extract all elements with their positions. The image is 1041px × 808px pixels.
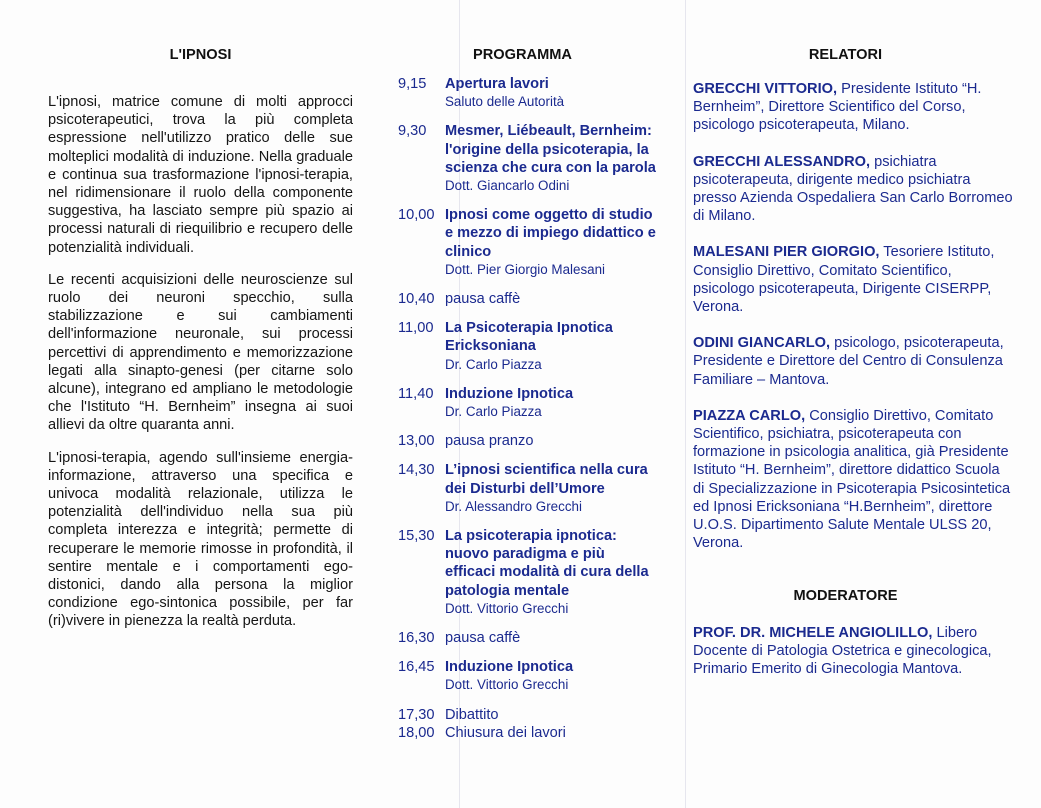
- speaker-desc: Tesoriere Istituto, Consiglio Direttivo, Comitato Scientifico, psicologo psicoterapeuta, Dirigente CISERPP, Verona.: [693, 244, 995, 316]
- paragraph: Le recenti acquisizioni delle neuroscienze sul ruolo dei neuroni specchio, sulla stabilizzazione e sui cambiamenti dell'informazione neuronale, sui processi percettivi di apprendimento e memorizzazione legati alla sinapto-genesi (per citarne solo alcune), integrano ed ampliano le metodologie che l'Istituto “H. Bernheim” insegna ai suoi allievi da oltre quaranta anni.: [48, 271, 353, 434]
- program-time: 16,45: [398, 659, 435, 676]
- program-time: 9,15: [398, 76, 427, 92]
- program-time: 11,00: [398, 320, 434, 337]
- program-speaker: Dr. Alessandro Grecchi: [445, 498, 582, 514]
- program-speaker: Dott. Pier Giorgio Malesani: [445, 261, 606, 277]
- program-title: Mesmer, Liébeault, Bernheim: l'origine della psicoterapia, la scienza che cura con la parola: [445, 123, 656, 176]
- program-time: 15,30: [398, 528, 435, 545]
- program-title: Induzione Ipnotica: [445, 659, 574, 676]
- speaker-desc: psicologo, psicoterapeuta, Presidente e Direttore del Centro di Consulenza Familiare – Mantova.: [693, 335, 1004, 388]
- program-title: La Psicoterapia Ipnotica Ericksoniana: [445, 320, 613, 355]
- program-break: pausa caffè: [445, 291, 521, 308]
- program-item: [398, 461, 658, 516]
- program-title: L’ipnosi scientifica nella cura dei Disturbi dell’Umore: [445, 462, 648, 497]
- program-time: 16,30: [398, 630, 435, 647]
- ipnosi-heading: L'IPNOSI: [169, 47, 232, 63]
- relatori-list: [693, 80, 1013, 570]
- program-speaker: Dott. Giancarlo Odini: [445, 178, 570, 194]
- program-item: [398, 385, 658, 421]
- programma-heading: PROGRAMMA: [473, 47, 572, 63]
- program-break: Chiusura dei lavori: [445, 724, 566, 741]
- program-title: La psicoterapia ipnotica: nuovo paradigma e più efficaci modalità di cura della patologia mentale: [445, 528, 649, 599]
- speaker-desc: Libero Docente di Patologia Ostetrica e ginecologica, Primario Emerito di Ginecologia Mantova.: [693, 625, 992, 678]
- speaker-entry: [693, 334, 1013, 389]
- program-time: 10,40: [398, 291, 435, 308]
- program-speaker: Saluto delle Autorità: [445, 94, 565, 110]
- program-time: 13,00: [398, 433, 435, 450]
- program-item: [398, 629, 658, 647]
- program-break: pausa caffè: [445, 630, 521, 647]
- fold-line: [685, 0, 686, 808]
- moderatore-entry: [693, 624, 1013, 697]
- program-time: 14,30: [398, 462, 435, 479]
- speaker-name: MALESANI PIER GIORGIO,: [693, 244, 880, 261]
- program-speaker: Dr. Carlo Piazza: [445, 404, 542, 420]
- program-item: [398, 724, 658, 742]
- paragraph: L'ipnosi-terapia, agendo sull'insieme energia-informazione, attraverso una specifica e univoca modalità relazionale, utilizza le potenzialità dell'individuo nella sua più completa interezza e integrità; permette di recuperare le memorie rimosse in profondità, il sentire mentale e i comportamenti ego-distonici, dando alla persona la miglior condizione ego-sintonica possibile, per far (ri)vivere in pienezza la realtà perduta.: [48, 449, 353, 630]
- speaker-name: GRECCHI ALESSANDRO,: [693, 153, 871, 170]
- program-break: Dibattito: [445, 706, 499, 723]
- paragraph: L'ipnosi, matrice comune di molti approcci psicoterapeutici, trova la più completa espressione nell'utilizzo pratico delle sue molteplici modalità di induzione. Nella graduale e continua sua trasformazione l'ipnosi-terapia, nel ridimensionare il ruolo della componente suggestiva, ha lasciato sempre più spazio ai processi naturali di riequilibrio e recupero delle potenzialità individuali.: [48, 94, 353, 256]
- program-item: [398, 319, 658, 374]
- speaker-name: ODINI GIANCARLO,: [693, 335, 831, 352]
- speaker-name: PIAZZA CARLO,: [693, 407, 806, 424]
- moderatore-heading: MODERATORE: [793, 588, 898, 604]
- program-list: [398, 75, 658, 753]
- program-time: 9,30: [398, 123, 427, 140]
- program-item: [398, 658, 658, 694]
- speaker-desc: psichiatra psicoterapeuta, dirigente medico psichiatra presso Azienda Ospedaliera San Carlo Borromeo di Milano.: [693, 153, 1013, 225]
- program-break: pausa pranzo: [445, 433, 534, 450]
- program-time: 18,00: [398, 724, 435, 741]
- program-speaker: Dott. Vittorio Grecchi: [445, 600, 569, 616]
- program-item: [398, 290, 658, 308]
- program-speaker: Dr. Carlo Piazza: [445, 356, 542, 372]
- program-item: [398, 122, 658, 195]
- program-speaker: Dott. Vittorio Grecchi: [445, 677, 569, 693]
- speaker-desc: Consiglio Direttivo, Comitato Scientifico, psichiatra, psicoterapeuta con formazione in psicologia analitica, già Presidente Istituto “H. Bernheim”, direttore didattico Scuola di Specializzazione in Psicoterapia Psicosintetica ed Ipnosi Ericksoniana “H.Bernheim”, direttore U.O.S. Dipartimento Salute Mentale ULSS 20, Verona.: [693, 407, 1011, 552]
- program-item: [398, 206, 658, 279]
- program-time: 11,40: [398, 385, 434, 402]
- speaker-name: GRECCHI VITTORIO,: [693, 81, 838, 97]
- speaker-entry: [693, 407, 1013, 553]
- program-title: Ipnosi come oggetto di studio e mezzo di impiego didattico e clinico: [445, 207, 656, 260]
- program-item: [398, 75, 658, 111]
- speaker-entry: [693, 153, 1013, 226]
- speaker-name: PROF. DR. MICHELE ANGIOLILLO,: [693, 625, 933, 641]
- relatori-heading: RELATORI: [808, 47, 883, 63]
- program-title: Apertura lavori: [445, 76, 549, 92]
- program-time: 10,00: [398, 207, 435, 224]
- ipnosi-text: [48, 93, 353, 645]
- speaker-entry: [693, 80, 1013, 135]
- speaker-desc: Presidente Istituto “H. Bernheim”, Direttore Scientifico del Corso, psicologo psicoterapeuta, Milano.: [693, 81, 982, 134]
- program-item: [398, 527, 658, 618]
- program-title: Induzione Ipnotica: [445, 385, 574, 402]
- program-item: [398, 432, 658, 450]
- program-time: 17,30: [398, 706, 435, 723]
- program-item: [398, 706, 658, 724]
- speaker-entry: [693, 243, 1013, 316]
